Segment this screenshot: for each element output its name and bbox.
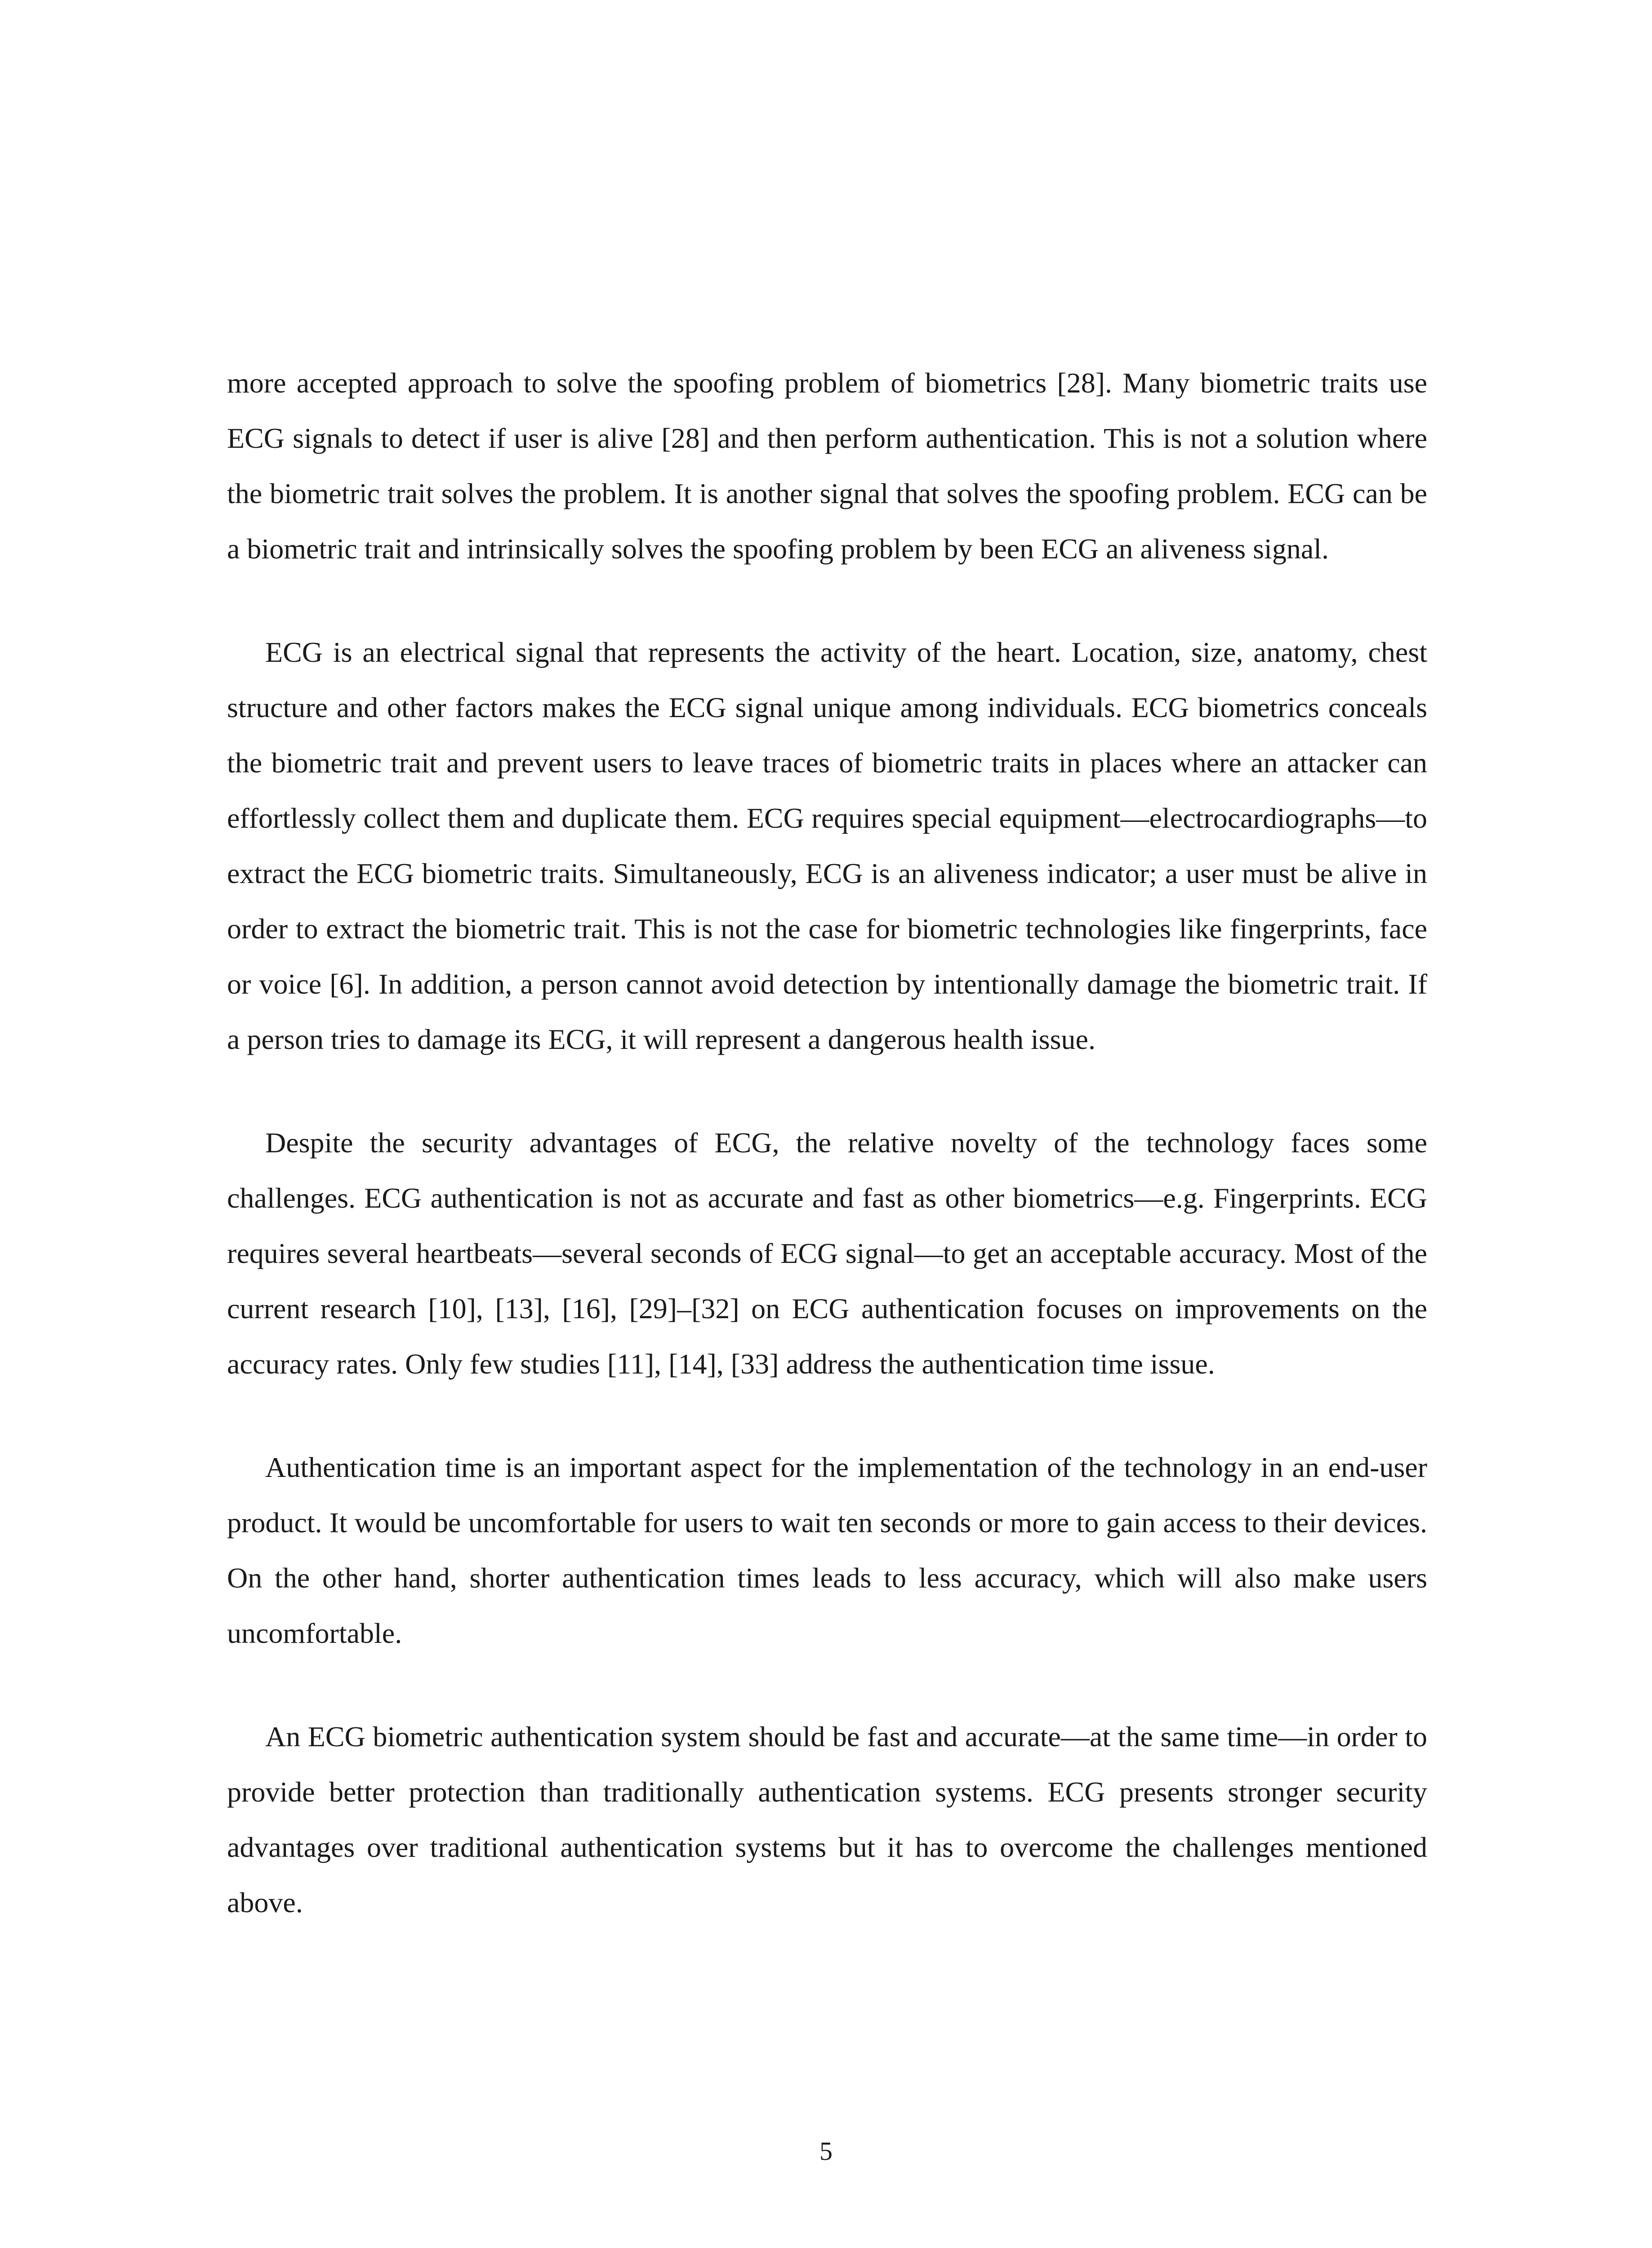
paragraph-ecg-signal: ECG is an electrical signal that represents the activity of the heart. Location, size, anatomy, chest structure and other factors makes the ECG signal unique among individuals. ECG biometrics conceals the biometric trait and prevent users to leave traces of biometric traits in places where an attacker can effortlessly collect them and duplicate them. ECG requires special equipment—electrocardiographs—to extract the ECG biometric traits. Simultaneously, ECG is an aliveness indicator; a user must be alive in order to extract the biometric trait. This is not the case for biometric technologies like fingerprints, face or voice [6]. In addition, a person cannot avoid detection by intentionally damage the biometric trait. If a person tries to damage its ECG, it will represent a dangerous health issue.	[227, 636, 1427, 1055]
paragraph-continuation: more accepted approach to solve the spoofing problem of biometrics [28]. Many biometric traits use ECG signals to detect if user is alive [28] and then perform authentication. This is not a solution where the biometric trait solves the problem. It is another signal that solves the spoofing problem. ECG can be a biometric trait and intrinsically solves the spoofing problem by been ECG an aliveness signal.	[227, 367, 1427, 565]
paragraph-challenges: Despite the security advantages of ECG, the relative novelty of the technology faces some challenges. ECG authentication is not as accurate and fast as other biometrics—e.g. Fingerprints. ECG requires several heartbeats—several seconds of ECG signal—to get an acceptable accuracy. Most of the current research [10], [13], [16], [29]–[32] on ECG authentication focuses on improvements on the accuracy rates. Only few studies [11], [14], [33] address the authentication time issue.	[227, 1127, 1427, 1380]
paragraph-conclusion: An ECG biometric authentication system should be fast and accurate—at the same time—in order to provide better protection than traditionally authentication systems. ECG presents stronger security advantages over traditional authentication systems but it has to overcome the challenges mentioned above.	[227, 1721, 1427, 1918]
body-text	[227, 355, 1427, 1978]
page-number: 5	[819, 2136, 833, 2166]
paragraph-authentication-time: Authentication time is an important aspect for the implementation of the technology in an end-user product. It would be uncomfortable for users to wait ten seconds or more to gain access to their devices. On the other hand, shorter authentication times leads to less accuracy, which will also make users uncomfortable.	[227, 1451, 1427, 1649]
